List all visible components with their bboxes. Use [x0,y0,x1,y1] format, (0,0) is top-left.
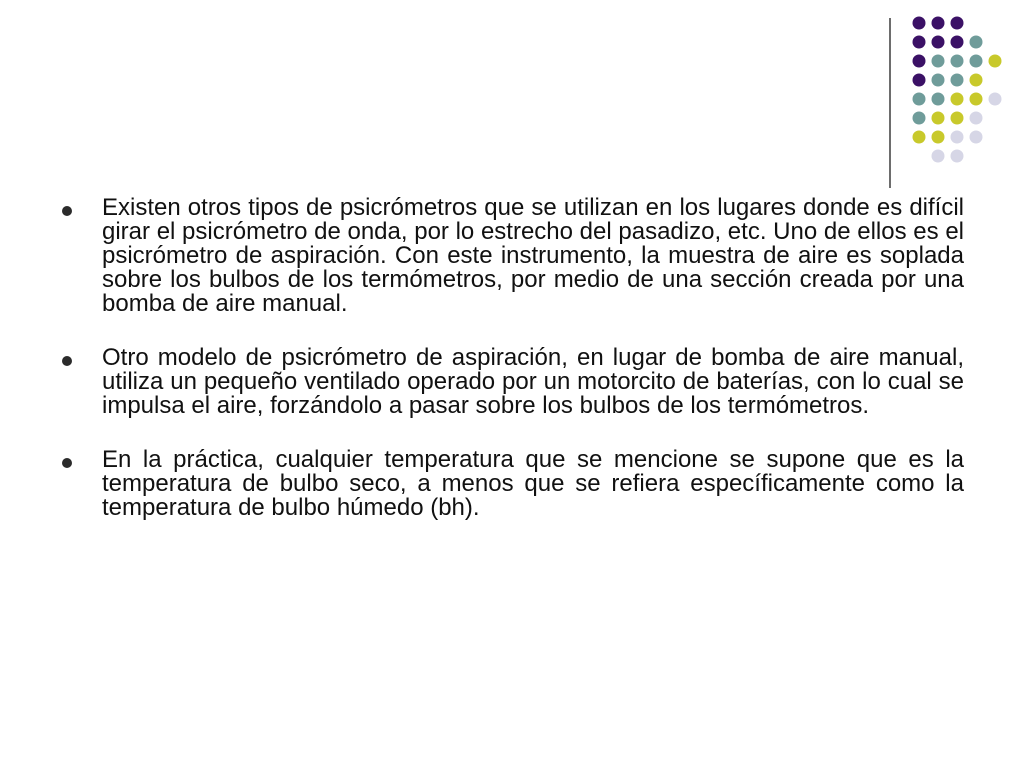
decorative-dot [913,55,926,68]
decorative-dot [970,93,983,106]
bullet-text: En la práctica, cualquier temperatura que se mencione se supone que es la temperatura de bulbo seco, a menos que se refiera específicamente como la temperatura de bulbo húmedo (bh). [102,446,964,521]
bullet-text: Otro modelo de psicrómetro de aspiración, en lugar de bomba de aire manual, utiliza un pequeño ventilado operado por un motorcito de baterías, con lo cual se impulsa el aire, forzándolo a pasar sobre los bulbos de los termómetros. [102,344,964,419]
decorative-dot [951,55,964,68]
decorative-dot [913,93,926,106]
decorative-dot [951,131,964,144]
decorative-dot [913,131,926,144]
decorative-dot [951,36,964,49]
decorative-dot [970,55,983,68]
decorative-dot [951,17,964,30]
decorative-dot [932,36,945,49]
bullet-dot-icon [62,356,72,366]
bullet-item [62,448,964,520]
slide-content [62,196,964,550]
decorative-dot [913,36,926,49]
bullet-item [62,346,964,418]
decorative-dot [951,74,964,87]
decorative-dot [932,131,945,144]
decorative-dot [970,112,983,125]
decorative-dot [932,112,945,125]
decorative-dot [970,74,983,87]
decorative-dot [951,150,964,163]
decorative-dot [989,55,1002,68]
decorative-dot [932,74,945,87]
decorative-dot [970,131,983,144]
bullet-list [62,196,964,520]
decorative-dot [913,17,926,30]
bullet-item [62,196,964,316]
decorative-dot [913,112,926,125]
decorative-dot [932,93,945,106]
bullet-dot-icon [62,458,72,468]
decorative-dot [951,112,964,125]
decorative-dot [932,17,945,30]
bullet-dot-icon [62,206,72,216]
decorative-dot [970,36,983,49]
bullet-text: Existen otros tipos de psicrómetros que se utilizan en los lugares donde es difícil girar el psicrómetro de onda, por lo estrecho del pasadizo, etc. Uno de ellos es el psicrómetro de aspiración. Con este instrumento, la muestra de aire es soplada sobre los bulbos de los termómetros, por medio de una sección creada por una bomba de aire manual. [102,194,964,317]
decorative-dot [951,93,964,106]
decorative-dot [913,74,926,87]
decorative-dot [932,150,945,163]
decorative-dot [932,55,945,68]
decorative-dot [989,93,1002,106]
decorative-dot-grid [0,0,1024,200]
decorative-vertical-line [889,18,891,188]
